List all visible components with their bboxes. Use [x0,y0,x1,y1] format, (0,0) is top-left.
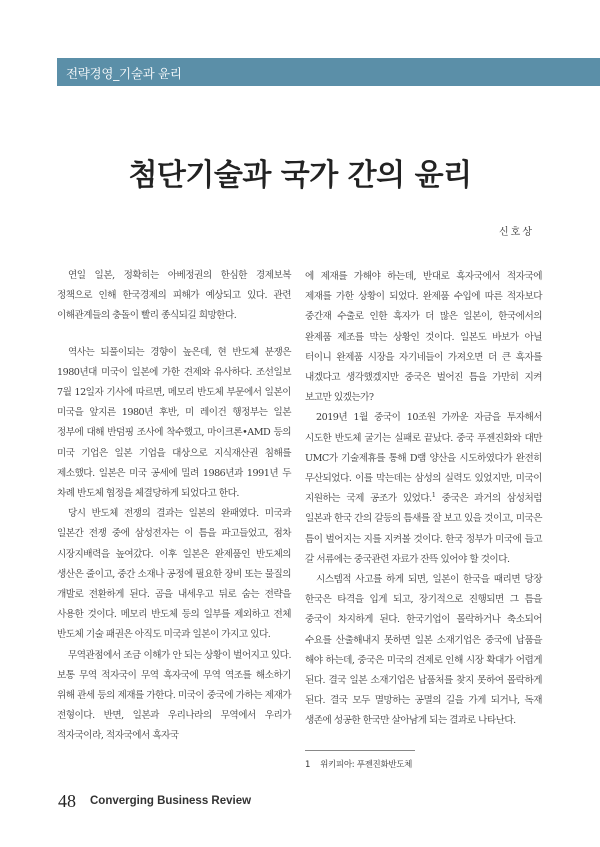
footnote-reference[interactable]: 1 [431,491,436,500]
section-header-band [57,58,600,86]
paragraph-text: 2019년 1월 중국이 10조원 가까운 자금을 투자해서 시도한 반도체 굴기는 실패로 끝났다. 중국 푸젠진화와 대만 UMC가 기술제휴를 통해 D램 양산을 시도하였다가 완전히 무산되었다. 이를 막는데는 삼성의 실력도 있었지만, 미국이 지원하는 국제 공조가 있었다. [305,412,542,505]
paragraph: 당시 반도체 전쟁의 결과는 일본의 완패였다. 미국과 일본간 전쟁 중에 삼성전자는 이 틈을 파고들었고, 점차 시장지배력을 높여갔다. 이후 일본은 완제품인 반도체의 생산은 줄이고, 중간 소재나 공정에 필요한 장비 또는 물질의 개발로 전환하게 된다. 곰을 내세우고 뒤로 숨는 전략을 사용한 것이다. 메모리 반도체 등의 일부를 제외하고 전체 반도체 기술 패권은 아직도 미국과 일본이 가지고 있다. [57,508,291,641]
paragraph [305,408,542,570]
paragraph: 무역관점에서 조금 이해가 안 되는 상황이 벌어지고 있다. 보통 무역 적자국이 무역 흑자국에 무역 역조를 해소하기 위해 관세 등의 제재를 가한다. 미국이 중국에 가하는 제재가 전형이다. 반면, 일본과 우리나라의 무역에서 우리가 적자국이라, 적자국에서 흑자국 [57,649,291,742]
article-title: 첨단기술과 국가 간의 윤리 [128,158,472,193]
magazine-name: Converging Business Review [90,795,252,807]
paragraph: 시스템적 사고를 하게 되면, 일본이 한국을 때리면 당장 한국은 타격을 입게 되고, 장기적으로 진행되면 그 틈을 중국이 차지하게 된다. 한국기업이 몰락하거나 축소되어 수요를 산출해내지 못하면 일본 소재기업은 중국에 납품을 해야 하는데, 중국은 미국의 견제로 인해 시장 확대가 어렵게 된다. 결국 일본 소재기업은 납품처를 찾지 못하여 몰락하게 된다. 결국 모두 멸망하는 공멸의 길을 가게 되거나, 독재 생존에 성공한 한국만 살아남게 되는 결과로 나타난다. [305,574,542,727]
right-column [305,267,542,732]
footnote-number: 1 [305,760,311,770]
paragraph: 에 제재를 가해야 하는데, 반대로 흑자국에서 적자국에 제재를 가한 상황이 되었다. 완제품 수입에 따른 적자보다 중간재 수출로 인한 흑자가 더 많은 일본이, 한국에서의 완제품 제조를 막는 상황인 것이다. 일본도 바보가 아닐 터이니 완제품 시장을 자기네들이 가져오면 더 큰 흑자를 내겠다고 생각했겠지만 중국은 벌어진 틈을 가만히 지켜 보고만 있겠는가? [305,271,542,404]
section-label: 전략경영_기술과 윤리 [66,66,182,81]
paragraph: 연일 일본, 정확히는 아베정권의 한심한 경제보복 정책으로 인해 한국경제의 피해가 예상되고 있다. 관련 이해관계들의 충돌이 빨리 종식되길 희망한다. [57,270,291,322]
author-name: 신호상 [499,227,534,238]
paragraph: 역사는 되풀이되는 경향이 높은데, 현 반도체 분쟁은 1980년대 미국이 일본에 가한 견제와 유사하다. 조선일보 7월 12일자 기사에 따르면, 메모리 반도체 부문에서 일본이 미국을 앞지른 1980년 후반, 미 레이건 행정부는 일본 정부에 대해 반덤핑 조사에 착수했고, 마이크론•AMD 등의 미국 기업은 일본 기업을 대상으로 지식재산권 침해를 제소했다. 일본은 미국 공세에 밀려 1986년과 1991년 두 차례 반도체 협정을 체결당하게 되었다고 한다. [57,346,291,500]
paragraph-text: 중국은 과거의 삼성처럼 일본과 한국 간의 갈등의 틈새를 잘 보고 있을 것이고, 미국은 틈이 벌어지는 지를 지켜볼 것이다. 한국 정부가 미국에 들고 갈 서류에는 중국관련 자료가 잔뜩 있어야 할 것이다. [305,493,542,565]
footnote-text: 위키피아: 푸젠진화반도체 [320,760,413,770]
page-number: 48 [58,791,76,811]
footnote [305,758,412,770]
left-column [57,266,291,747]
footnote-divider [305,750,415,751]
